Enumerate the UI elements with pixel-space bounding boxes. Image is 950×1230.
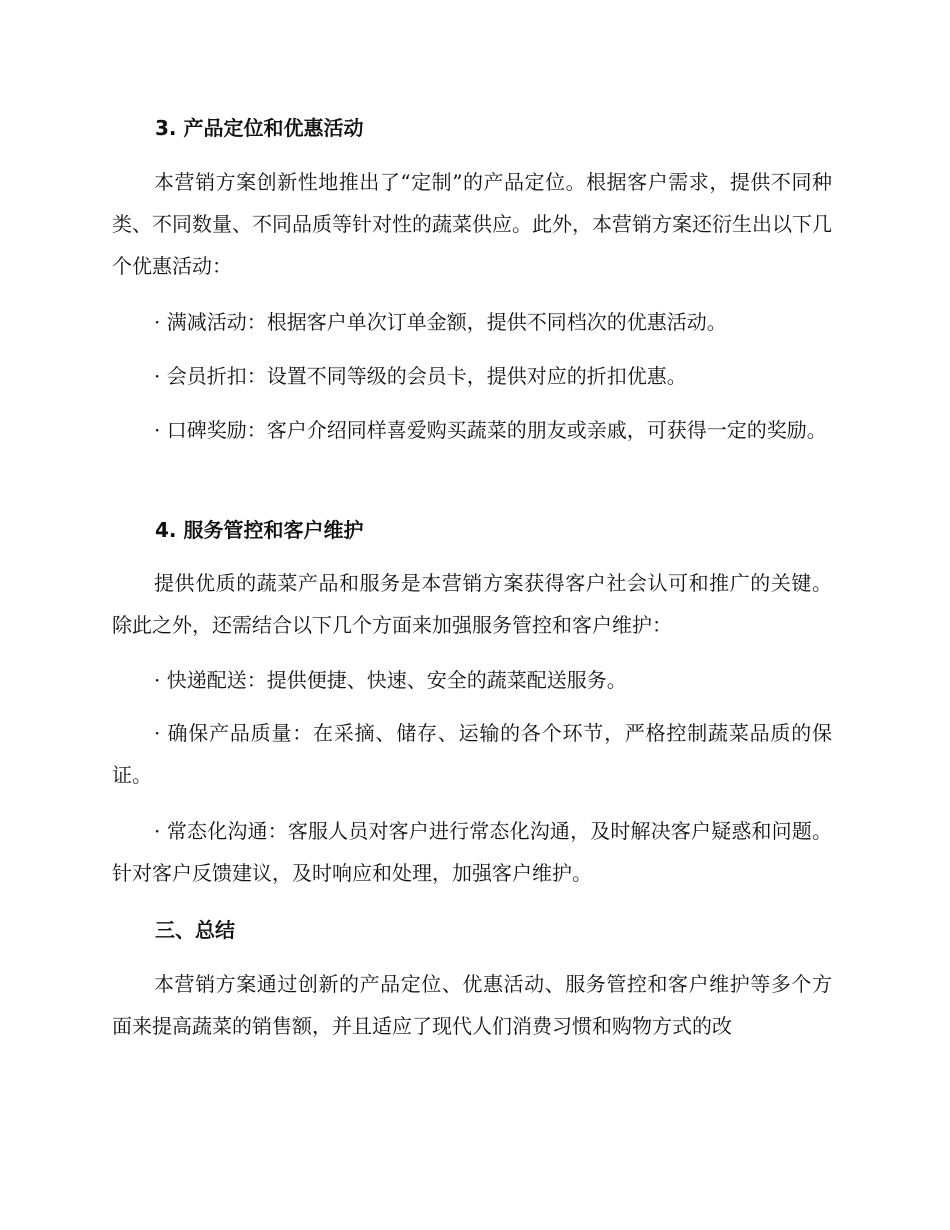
list-item-referral-reward: · 口碑奖励：客户介绍同样喜爱购买蔬菜的朋友或亲戚，可获得一定的奖励。 xyxy=(154,418,827,442)
list-item-quality-assurance: · 确保产品质量：在采摘、储存、运输的各个环节，严格控制蔬菜品质的保证。 xyxy=(112,721,832,787)
section-heading-product-positioning: 3. 产品定位和优惠活动 xyxy=(155,116,364,140)
list-item-regular-communication: · 常态化沟通：客服人员对客户进行常态化沟通，及时解决客户疑惑和问题。针对客户反馈建议，及时响应和处理，加强客户维护。 xyxy=(112,819,832,885)
section-heading-service-management: 4. 服务管控和客户维护 xyxy=(155,518,364,542)
section-heading-summary: 三、总结 xyxy=(155,918,235,942)
paragraph-product-positioning-intro: 本营销方案创新性地推出了“定制”的产品定位。根据客户需求，提供不同种类、不同数量、不同品质等针对性的蔬菜供应。此外，本营销方案还衍生出以下几个优惠活动： xyxy=(112,170,832,278)
paragraph-service-intro: 提供优质的蔬菜产品和服务是本营销方案获得客户社会认可和推广的关键。除此之外，还需结合以下几个方面来加强服务管控和客户维护： xyxy=(112,571,832,637)
list-item-member-discount: · 会员折扣：设置不同等级的会员卡，提供对应的折扣优惠。 xyxy=(154,364,687,388)
list-item-express-delivery: · 快递配送：提供便捷、快速、安全的蔬菜配送服务。 xyxy=(154,668,627,692)
list-item-discount-activity: · 满减活动：根据客户单次订单金额，提供不同档次的优惠活动。 xyxy=(154,310,727,334)
paragraph-summary: 本营销方案通过创新的产品定位、优惠活动、服务管控和客户维护等多个方面来提高蔬菜的销售额，并且适应了现代人们消费习惯和购物方式的改 xyxy=(112,972,832,1038)
